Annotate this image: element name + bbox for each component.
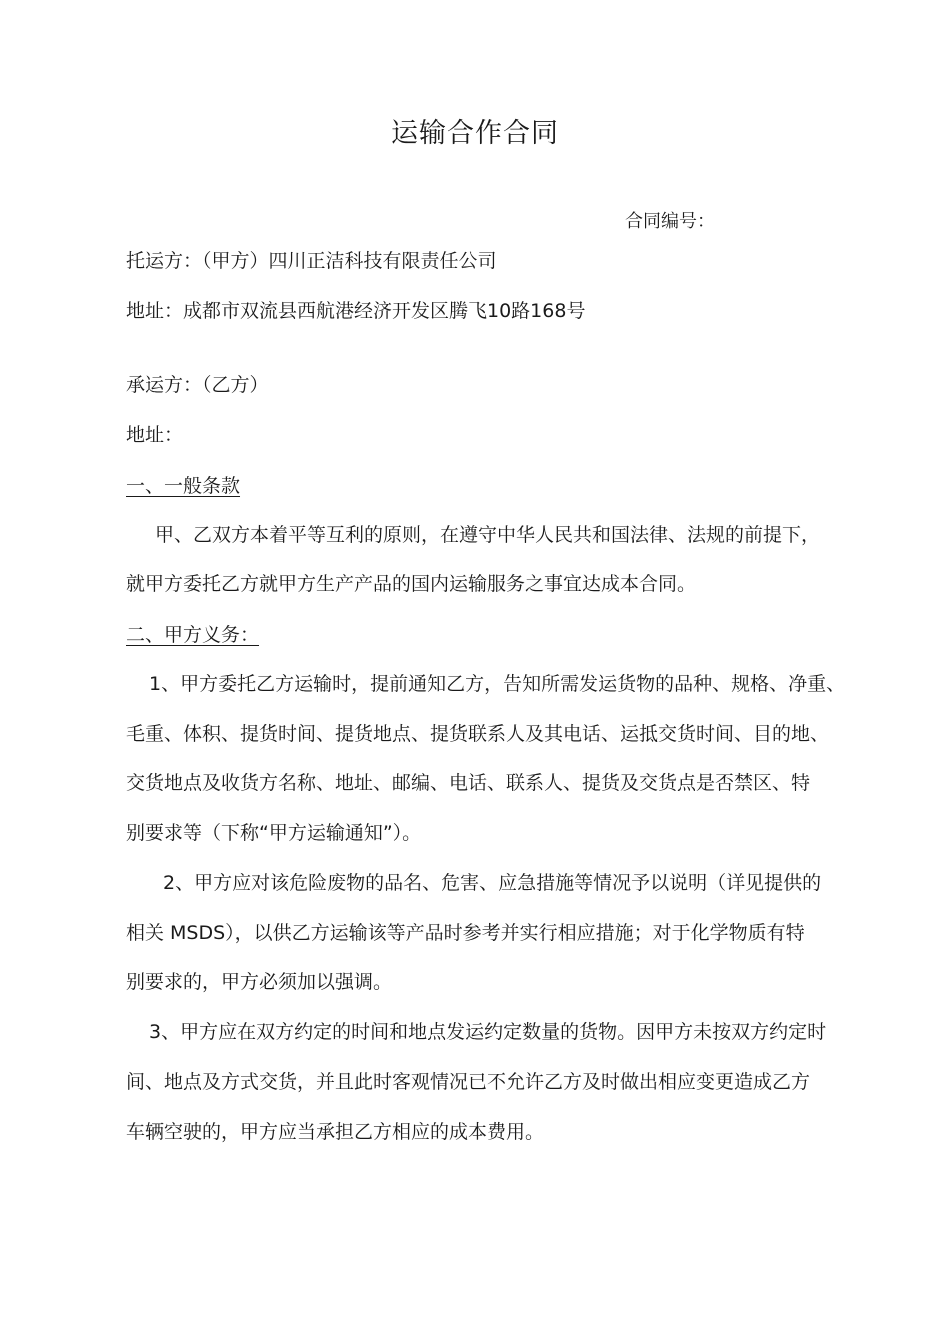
section-1-paragraph-line: 甲、乙双方本着平等互利的原则，在遵守中华人民共和国法律、法规的前提下， [155,524,821,546]
item-1-line: 交货地点及收货方名称、地址、邮编、电话、联系人、提货及交货点是否禁区、特 [126,772,811,794]
document-title: 运输合作合同 [391,118,559,149]
party-a: 托运方：（甲方）四川正洁科技有限责任公司 [126,250,497,272]
contract-number-label: 合同编号： [625,211,715,232]
party-b: 承运方：（乙方） [126,374,269,396]
item-1-line: 毛重、体积、提货时间、提货地点、提货联系人及其电话、运抵交货时间、目的地、 [126,723,830,745]
item-2-line: 相关 MSDS），以供乙方运输该等产品时参考并实行相应措施；对于化学物质有特 [126,922,805,944]
section-2-heading: 二、甲方义务： [126,624,260,646]
section-1-paragraph-line: 就甲方委托乙方就甲方生产产品的国内运输服务之事宜达成本合同。 [126,573,697,595]
item-3-line: 车辆空驶的，甲方应当承担乙方相应的成本费用。 [126,1121,545,1143]
section-1-heading: 一、一般条款 [126,475,241,497]
item-1-line: 别要求等（下称“甲方运输通知”）。 [126,822,422,844]
party-a-address: 地址：成都市双流县西航港经济开发区腾飞10路168号 [126,300,586,322]
item-1-line: 1、甲方委托乙方运输时，提前通知乙方，告知所需发运货物的品种、规格、净重、 [149,673,846,695]
party-b-address: 地址： [126,424,184,446]
item-2-line: 别要求的，甲方必须加以强调。 [126,971,393,993]
item-3-line: 间、地点及方式交货，并且此时客观情况已不允许乙方及时做出相应变更造成乙方 [126,1071,811,1093]
item-3-line: 3、甲方应在双方约定的时间和地点发运约定数量的货物。因甲方未按双方约定时 [149,1021,827,1043]
item-2-line: 2、甲方应对该危险废物的品名、危害、应急措施等情况予以说明（详见提供的 [163,872,822,894]
